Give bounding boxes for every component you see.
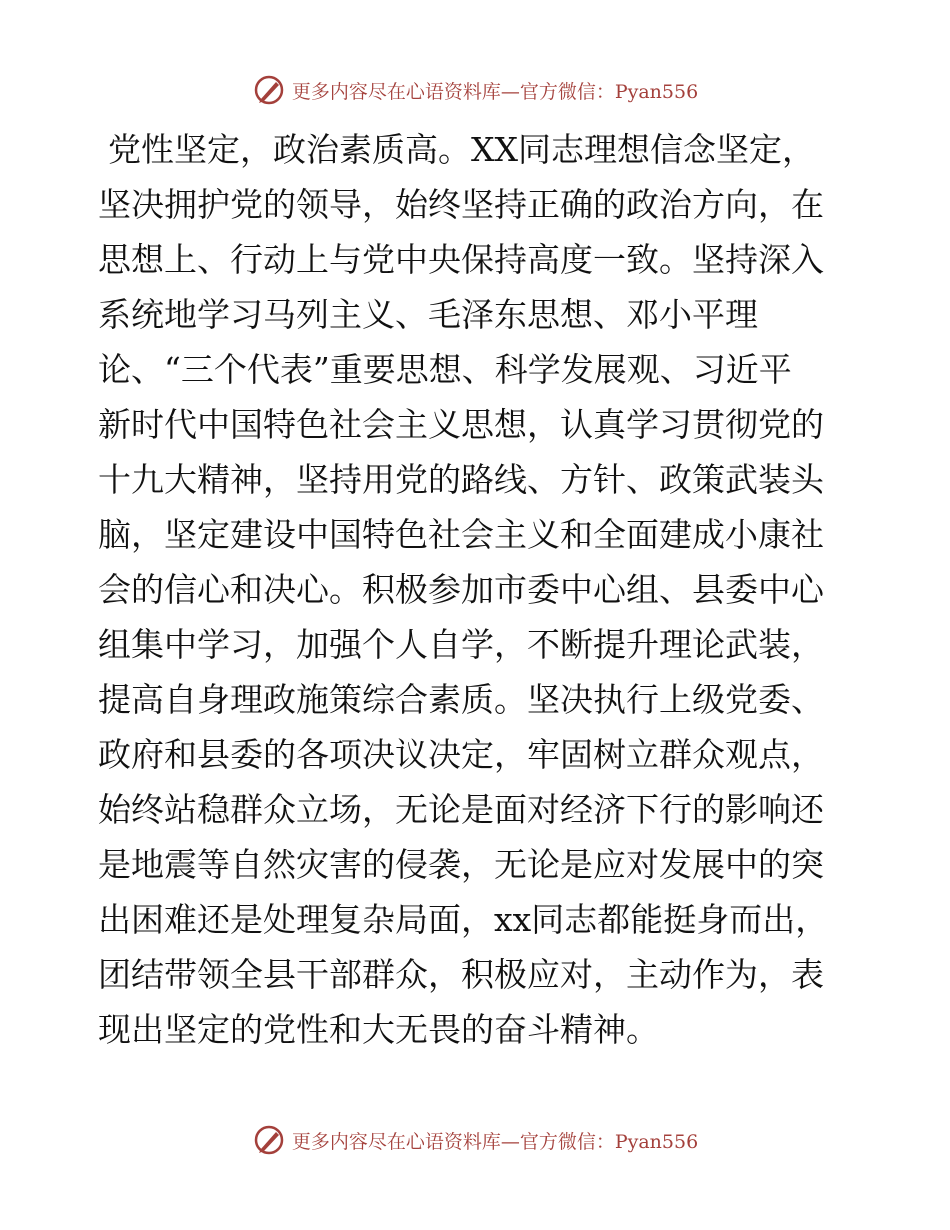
paragraph-line: 提高自身理政施策综合素质。坚决执行上级党委、 <box>98 680 824 719</box>
paragraph-line: 坚决拥护党的领导，始终坚持正确的政治方向，在 <box>98 185 824 224</box>
footer-watermark-text: 更多内容尽在心语资料库—官方微信：Pyan556 <box>291 1130 699 1153</box>
paragraph-line: 党性坚定，政治素质高。XX同志理想信念坚定， <box>108 130 815 169</box>
paragraph-line: 现出坚定的党性和大无畏的奋斗精神。 <box>98 1010 659 1049</box>
paragraph-line: 组集中学习，加强个人自学，不断提升理论武装， <box>98 625 824 664</box>
paragraph-line: 脑，坚定建设中国特色社会主义和全面建成小康社 <box>98 515 824 554</box>
paragraph-line: 政府和县委的各项决议决定，牢固树立群众观点， <box>98 735 824 774</box>
paragraph-line: 十九大精神，坚持用党的路线、方针、政策武装头 <box>98 460 824 499</box>
pen-logo-icon <box>252 1123 286 1157</box>
header-watermark-banner <box>0 72 950 108</box>
paragraph-line: 是地震等自然灾害的侵袭，无论是应对发展中的突 <box>98 845 824 884</box>
paragraph-line: 出困难还是处理复杂局面，xx同志都能挺身而出， <box>98 900 829 939</box>
header-watermark-text: 更多内容尽在心语资料库—官方微信：Pyan556 <box>291 80 699 103</box>
paragraph-line: 团结带领全县干部群众，积极应对，主动作为，表 <box>98 955 824 994</box>
paragraph-line: 会的信心和决心。积极参加市委中心组、县委中心 <box>98 570 824 609</box>
pen-logo-icon <box>252 73 286 107</box>
footer-watermark-banner <box>0 1122 950 1158</box>
body-paragraph <box>98 122 858 1057</box>
paragraph-line: 思想上、行动上与党中央保持高度一致。坚持深入 <box>98 240 824 279</box>
paragraph-line: 系统地学习马列主义、毛泽东思想、邓小平理 <box>98 295 758 334</box>
paragraph-line: 新时代中国特色社会主义思想，认真学习贯彻党的 <box>98 405 824 444</box>
paragraph-line: 论、“三个代表”重要思想、科学发展观、习近平 <box>98 350 792 389</box>
paragraph-line: 始终站稳群众立场，无论是面对经济下行的影响还 <box>98 790 824 829</box>
